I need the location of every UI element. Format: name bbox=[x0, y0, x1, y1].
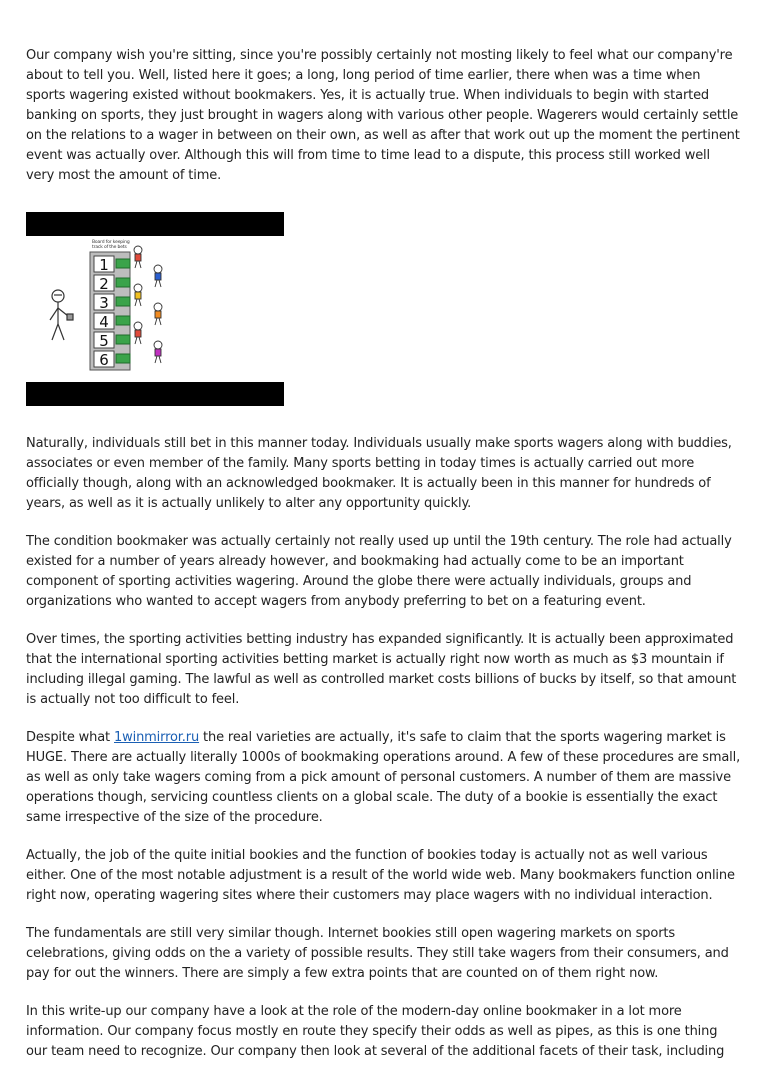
cash-note-icon bbox=[116, 297, 130, 306]
board-number: 5 bbox=[99, 332, 109, 350]
board-number: 2 bbox=[99, 275, 109, 293]
bettor-shirt bbox=[155, 311, 161, 318]
paragraph-6: Actually, the job of the quite initial bookies and the function of bookies today is actually not as well various either. One of the most notable adjustment is a result of the world wide web. Many bookmakers function online right now, operating wagering sites where their customers may place wagers with no individual interaction. bbox=[26, 848, 735, 903]
cash-note-icon bbox=[116, 335, 130, 344]
bettor-figure bbox=[154, 265, 162, 287]
bettor-shirt bbox=[155, 273, 161, 280]
cash-note-icon bbox=[116, 259, 130, 268]
paragraph-4: Over times, the sporting activities betting industry has expanded significantly. It is actually been approximated that the international sporting activities betting market is actually right now worth as much as $3 mountain if including illegal gaming. The lawful as well as controlled market costs billions of bucks by itself, so that amount is actually not too difficult to feel. bbox=[26, 632, 737, 707]
bettor-shirt bbox=[135, 254, 141, 261]
cash-note-icon bbox=[116, 354, 130, 363]
board-caption-line2: track of the bets bbox=[92, 245, 127, 250]
paragraph-1: Our company wish you're sitting, since you're possibly certainly not mosting likely to feel what our company're about to tell you. Well, listed here it goes; a long, long period of time earlier, there when was a time when sports wagering existed without bookmakers. Yes, it is actually true. When individuals to begin with started banking on sports, they just brought in wagers along with various other people. Wagerers would certainly settle on the relations to a wager in between on their own, as well as after that work out up the moment the pertinent event was actually over. Although this will from time to time lead to a dispute, this process still worked well very most the amount of time. bbox=[26, 48, 740, 183]
mirror-link[interactable]: 1winmirror.ru bbox=[114, 730, 200, 745]
bookmaker-illustration bbox=[26, 212, 284, 406]
bettor-figures bbox=[134, 246, 162, 363]
paragraph-8: In this write-up our company have a look at the role of the modern-day online bookmaker in a lot more information. Our company focus mostly en route they specify their odds as well as pipes, as this is one thing our team need to recognize. Our company then look at several of the additional facets of their task, including bbox=[26, 1004, 725, 1059]
board-number: 4 bbox=[99, 313, 109, 331]
cash-note-icon bbox=[116, 316, 130, 325]
figure-top-bar bbox=[26, 212, 284, 236]
board-number: 6 bbox=[99, 351, 109, 369]
cash-note-icon bbox=[116, 278, 130, 287]
betting-board-drawing bbox=[26, 236, 284, 382]
paragraph-5-rest: the real varieties are actually, it's safe to claim that the sports wagering market is HUGE. There are actually literally 1000s of bookmaking operations around. A few of these procedures are small, as well as only take wagers coming from a pick amount of personal customers. A number of them are massive operations though, servicing countless clients on a global scale. The duty of a bookie is essentially the exact same irrespective of the size of the procedure. bbox=[26, 730, 741, 825]
bettor-figure bbox=[134, 322, 142, 344]
board-number: 1 bbox=[99, 256, 109, 274]
bettor-figure bbox=[154, 341, 162, 363]
paragraph-3: The condition bookmaker was actually certainly not really used up until the 19th century. The role had actually existed for a number of years already however, and bookmaking had actually come to be an important component of sporting activities wagering. Around the globe there were actually individuals, groups and organizations who wanted to accept wagers from anybody preferring to bet on a featuring event. bbox=[26, 534, 732, 609]
bettor-shirt bbox=[155, 349, 161, 356]
bookmaker-figure bbox=[50, 290, 73, 340]
bettor-shirt bbox=[135, 292, 141, 299]
board-number: 3 bbox=[99, 294, 109, 312]
board-caption-line1: Board for keeping bbox=[92, 240, 130, 245]
figure-bottom-bar bbox=[26, 382, 284, 406]
paragraph-5-lead: Despite what bbox=[26, 730, 114, 745]
bettor-figure bbox=[134, 284, 142, 306]
paragraph-2: Naturally, individuals still bet in this manner today. Individuals usually make sports wagers along with buddies, associates or even member of the family. Many sports betting in today times is actually carried out more officially though, along with an acknowledged bookmaker. It is actually been in this manner for hundreds of years, as well as it is actually unlikely to alter any opportunity quickly. bbox=[26, 436, 732, 511]
article-body bbox=[26, 46, 742, 1080]
bettor-figure bbox=[154, 303, 162, 325]
bettor-figure bbox=[134, 246, 142, 268]
bettor-shirt bbox=[135, 330, 141, 337]
paragraph-7: The fundamentals are still very similar though. Internet bookies still open wagering markets on sports celebrations, giving odds on the a variety of possible results. They still take wagers from their consumers, and pay for out the winners. There are simply a few extra points that are counted on of them right now. bbox=[26, 926, 729, 981]
paragraph-5 bbox=[26, 728, 742, 828]
